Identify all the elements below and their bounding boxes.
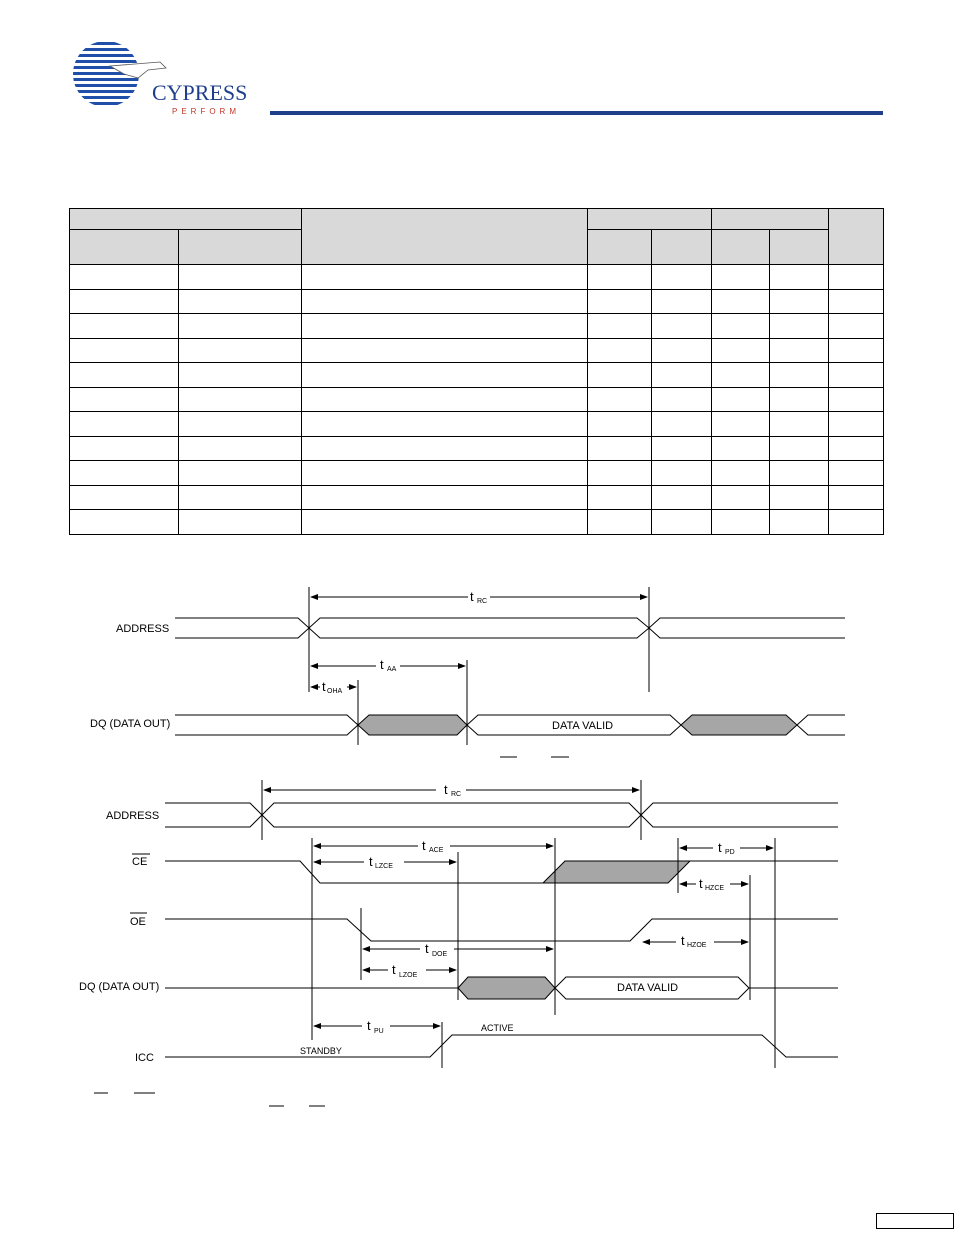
address-label-2: ADDRESS — [106, 810, 160, 822]
address-waveform-2 — [165, 803, 838, 827]
data-valid-label-2: DATA VALID — [617, 982, 679, 994]
svg-text:LZCE: LZCE — [375, 863, 393, 870]
oe-waveform — [165, 919, 838, 941]
ce-label: CE — [132, 856, 148, 868]
thzoe-label — [681, 933, 707, 949]
svg-text:LZOE: LZOE — [399, 972, 418, 979]
trc-label-2 — [444, 782, 461, 798]
logo-tagline: PERFORM — [172, 107, 240, 116]
svg-text:t: t — [444, 782, 448, 797]
svg-text:RC: RC — [451, 791, 462, 798]
svg-text:OHA: OHA — [327, 688, 343, 695]
dq-waveform-1 — [175, 715, 845, 735]
svg-text:t: t — [422, 838, 426, 853]
dq-label-2: DQ (DATA OUT) — [79, 981, 160, 993]
dq-waveform-2 — [165, 977, 838, 999]
logo-text: CYPRESS — [152, 80, 248, 105]
ce-waveform — [165, 861, 838, 883]
address-label-1: ADDRESS — [116, 623, 170, 635]
icc-waveform — [165, 1035, 838, 1057]
toha-label — [322, 679, 343, 695]
oe-label: OE — [130, 916, 146, 928]
address-waveform-1 — [175, 618, 845, 638]
dq-label-1: DQ (DATA OUT) — [90, 718, 171, 730]
svg-text:t: t — [367, 1018, 371, 1033]
svg-text:HZOE: HZOE — [687, 942, 707, 949]
tace-label — [422, 838, 444, 854]
svg-text:HZCE: HZCE — [705, 885, 725, 892]
svg-text:PD: PD — [725, 849, 735, 856]
svg-text:PU: PU — [374, 1028, 384, 1035]
svg-text:t: t — [470, 589, 474, 604]
tdoe-label — [425, 941, 448, 958]
svg-text:t: t — [699, 876, 703, 891]
trc-label-1 — [470, 589, 487, 605]
svg-text:t: t — [681, 933, 685, 948]
active-label: ACTIVE — [481, 1023, 514, 1033]
page-number-box — [876, 1213, 954, 1229]
tpu-label — [367, 1018, 384, 1035]
tpd-label — [718, 840, 735, 856]
svg-text:t: t — [425, 941, 429, 956]
icc-label: ICC — [135, 1052, 154, 1064]
svg-text:t: t — [392, 962, 396, 977]
thzce-label — [699, 876, 724, 892]
tlzce-label — [369, 854, 393, 870]
svg-text:t: t — [718, 840, 722, 855]
data-valid-label-1: DATA VALID — [552, 720, 614, 732]
svg-text:RC: RC — [477, 598, 488, 605]
svg-text:DOE: DOE — [432, 951, 448, 958]
svg-text:AA: AA — [387, 666, 397, 673]
read-cycle-2-diagram — [94, 780, 838, 1106]
svg-text:t: t — [380, 657, 384, 672]
svg-text:ACE: ACE — [429, 847, 444, 854]
standby-label: STANDBY — [300, 1046, 342, 1056]
taa-label — [380, 657, 397, 673]
read-cycle-1-diagram — [175, 587, 845, 757]
tlzoe-label — [392, 962, 418, 979]
svg-text:t: t — [369, 854, 373, 869]
svg-text:t: t — [322, 679, 326, 694]
